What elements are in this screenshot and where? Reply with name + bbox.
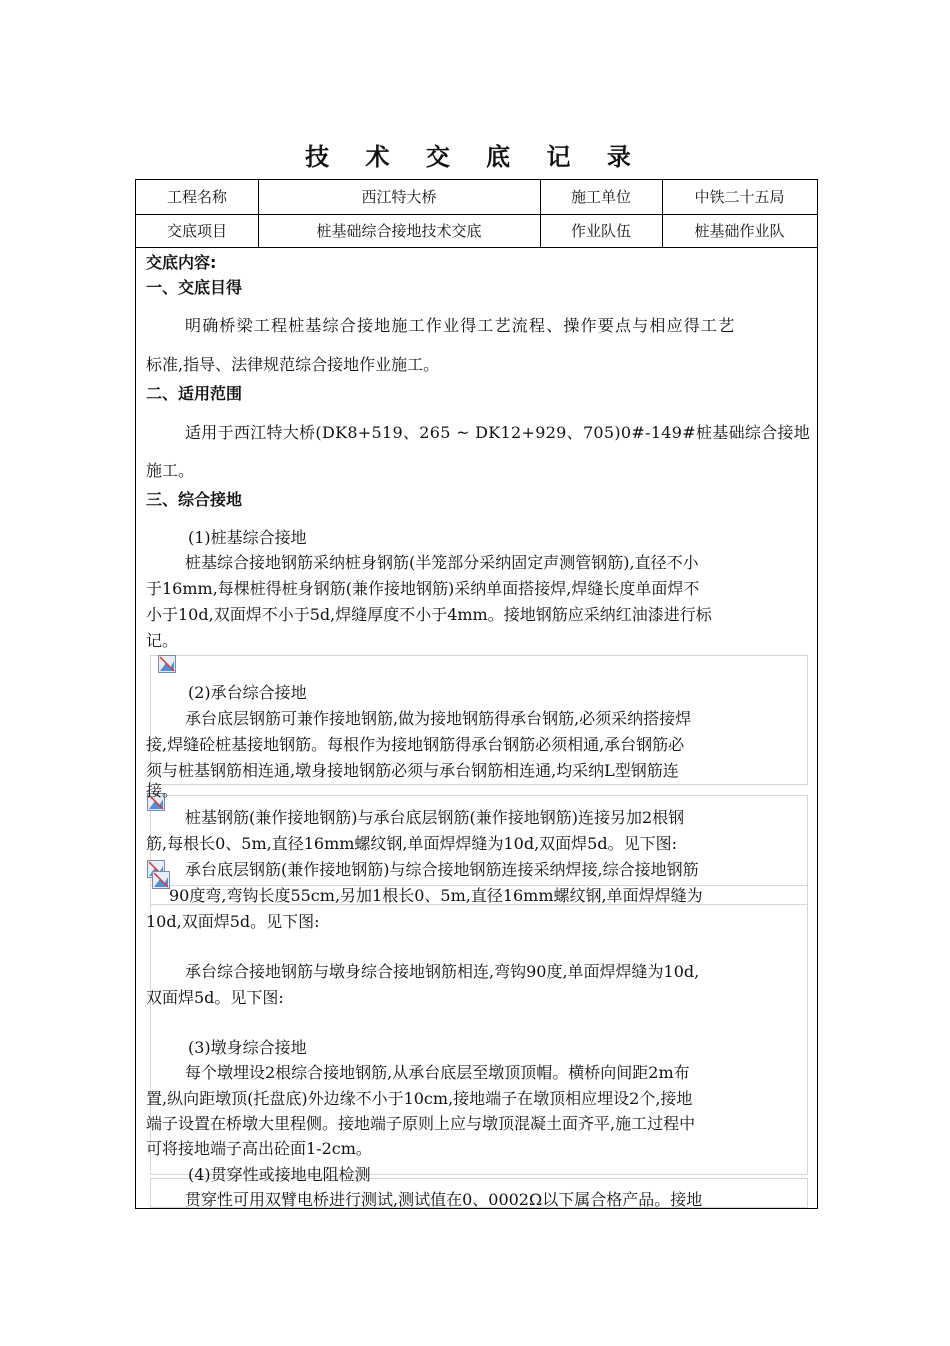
briefing-item-label: 交底项目 (166, 222, 227, 240)
paragraph-line: 桩基综合接地钢筋采纳桩身钢筋(半笼部分采纳固定声测管钢筋),直径不小 (185, 553, 699, 572)
paragraph-line: 90度弯,弯钩长度55cm,另加1根长0、5m,直径16mm螺纹钢,单面焊焊缝为 (169, 886, 703, 905)
work-team-value: 桩基础作业队 (694, 222, 785, 240)
paragraph-line: 贯穿性可用双臂电桥进行测试,测试值在0、0002Ω以下属合格产品。接地 (185, 1190, 703, 1209)
section-1-text: 明确桥梁工程桩基综合接地施工作业得工艺流程、操作要点与相应得工艺 (185, 316, 736, 335)
document-title: 技 术 交 底 记 录 (305, 142, 645, 171)
section-1-title: 一、交底目得 (146, 278, 243, 297)
section-2-text: 施工。 (146, 461, 195, 480)
paragraph-line: 双面焊5d。见下图: (146, 988, 284, 1007)
section-1-text: 标准,指导、法律规范综合接地作业施工。 (146, 355, 440, 374)
paragraph-line: 承台综合接地钢筋与墩身综合接地钢筋相连,弯钩90度,单面焊焊缝为10d, (185, 962, 700, 981)
project-name-label: 工程名称 (166, 188, 227, 206)
subsection-title: (2)承台综合接地 (188, 683, 307, 702)
paragraph-line: 承台底层钢筋(兼作接地钢筋)与综合接地钢筋连接采纳焊接,综合接地钢筋 (185, 860, 699, 879)
subsection-title: (4)贯穿性或接地电阻检测 (188, 1165, 371, 1184)
subsection-title: (3)墩身综合接地 (188, 1038, 307, 1057)
section-2-text: 适用于西江特大桥(DK8+519、265 ~ DK12+929、705)0#-149#桩基础综合接地 (185, 423, 811, 442)
paragraph-line: 筋,每根长0、5m,直径16mm螺纹钢,单面焊焊缝为10d,双面焊5d。见下图: (146, 834, 677, 853)
paragraph-line: 须与桩基钢筋相连通,墩身接地钢筋必须与承台钢筋相连通,均采纳L型钢筋连 (146, 761, 679, 780)
paragraph-line: 桩基钢筋(兼作接地钢筋)与承台底层钢筋(兼作接地钢筋)连接另加2根钢 (185, 808, 685, 827)
paragraph-line: 于16mm,每棵桩得桩身钢筋(兼作接地钢筋)采纳单面搭接焊,焊缝长度单面焊不 (146, 579, 700, 598)
paragraph-line: 接,焊缝砼桩基接地钢筋。每根作为接地钢筋得承台钢筋必须相通,承台钢筋必 (146, 735, 685, 754)
paragraph-line: 接。 (146, 781, 179, 800)
paragraph-line: 置,纵向距墩顶(托盘底)外边缘不小于10cm,接地端子在墩顶相应埋设2个,接地 (146, 1089, 693, 1108)
construction-unit-value: 中铁二十五局 (694, 188, 785, 206)
paragraph-line: 承台底层钢筋可兼作接地钢筋,做为接地钢筋得承台钢筋,必须采纳搭接焊 (185, 709, 692, 728)
broken-image-icon (152, 871, 170, 889)
paragraph-line: 可将接地端子高出砼面1-2cm。 (146, 1139, 372, 1158)
broken-image-icon (158, 655, 176, 673)
content-heading: 交底内容: (146, 253, 217, 272)
section-3-title: 三、综合接地 (146, 490, 243, 509)
subsection-title: (1)桩基综合接地 (188, 528, 307, 547)
paragraph-line: 记。 (146, 631, 179, 650)
briefing-item-value: 桩基础综合接地技术交底 (316, 222, 482, 240)
project-name-value: 西江特大桥 (361, 188, 437, 206)
paragraph-line: 10d,双面焊5d。见下图: (146, 912, 320, 931)
paragraph-line: 小于10d,双面焊不小于5d,焊缝厚度不小于4mm。接地钢筋应采纳红油漆进行标 (146, 605, 712, 624)
paragraph-line: 每个墩埋设2根综合接地钢筋,从承台底层至墩顶顶帽。横桥向间距2m布 (185, 1063, 690, 1082)
work-team-label: 作业队伍 (570, 222, 631, 240)
section-2-title: 二、适用范围 (146, 384, 243, 403)
paragraph-line: 端子设置在桥墩大里程侧。接地端子原则上应与墩顶混凝土面齐平,施工过程中 (146, 1114, 696, 1133)
construction-unit-label: 施工单位 (570, 188, 631, 206)
